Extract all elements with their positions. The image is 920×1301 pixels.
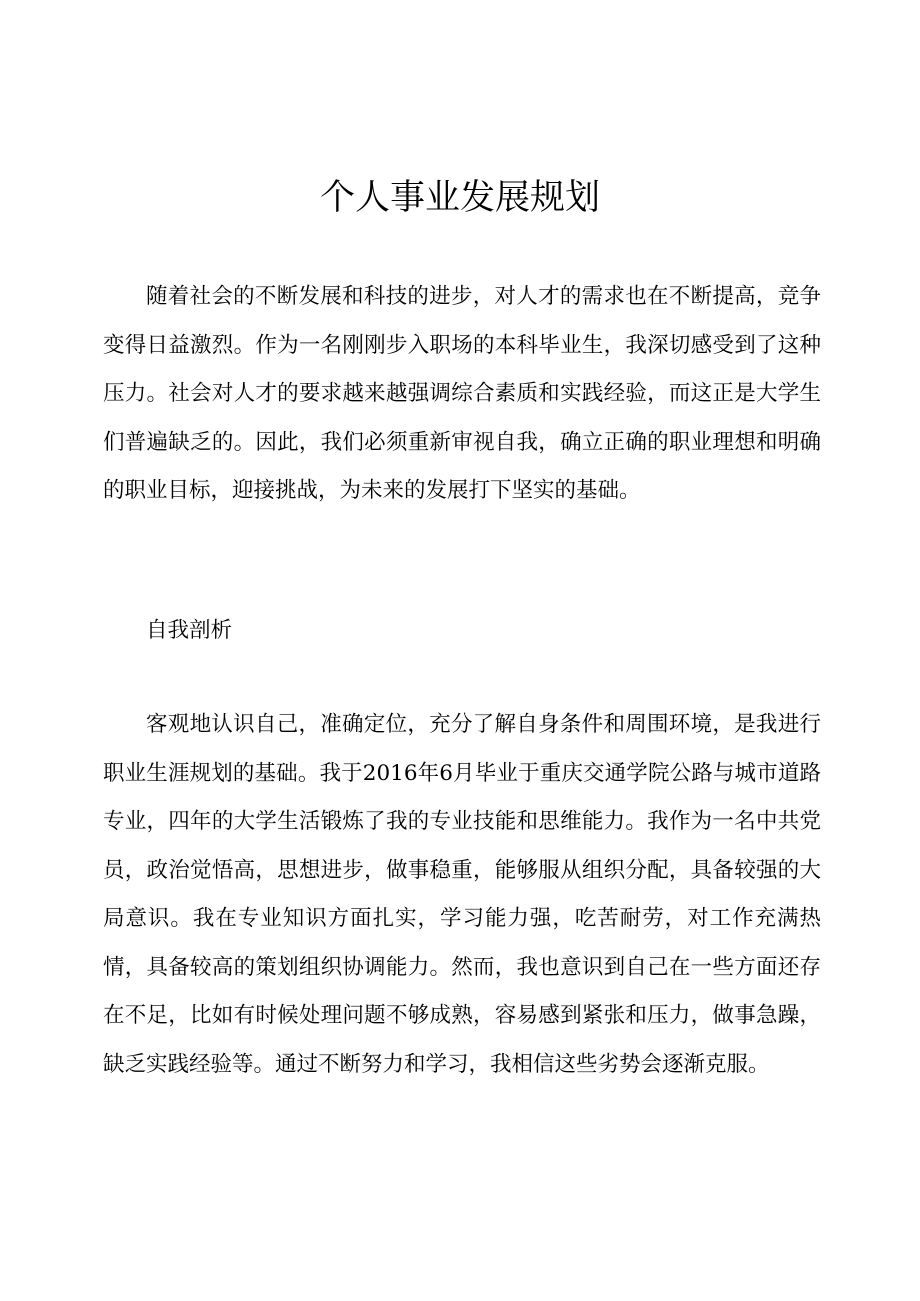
document-title: 个人事业发展规划: [319, 178, 600, 218]
intro-paragraph: 随着社会的不断发展和科技的进步，对人才的需求也在不断提高，竞争变得日益激烈。作为一名刚刚步入职场的本科毕业生，我深切感受到了这种压力。社会对人才的要求越来越强调综合素质和实践经验，而这正是大学生们普遍缺乏的。因此，我们必须重新审视自我，确立正确的职业理想和明确的职业目标，迎接挑战，为未来的发展打下坚实的基础。: [103, 284, 821, 503]
section-body-paragraph: 客观地认识自己，准确定位，充分了解自身条件和周围环境，是我进行职业生涯规划的基础。我于2016年6月毕业于重庆交通学院公路与城市道路专业，四年的大学生活锻炼了我的专业技能和思维能力。我作为一名中共党员，政治觉悟高，思想进步，做事稳重，能够服从组织分配，具备较强的大局意识。我在专业知识方面扎实，学习能力强，吃苦耐劳，对工作充满热情，具备较高的策划组织协调能力。然而，我也意识到自己在一些方面还存在不足，比如有时候处理问题不够成熟，容易感到紧张和压力，做事急躁，缺乏实践经验等。通过不断努力和学习，我相信这些劣势会逐渐克服。: [103, 712, 821, 1077]
section-heading: 自我剖析: [146, 618, 233, 643]
